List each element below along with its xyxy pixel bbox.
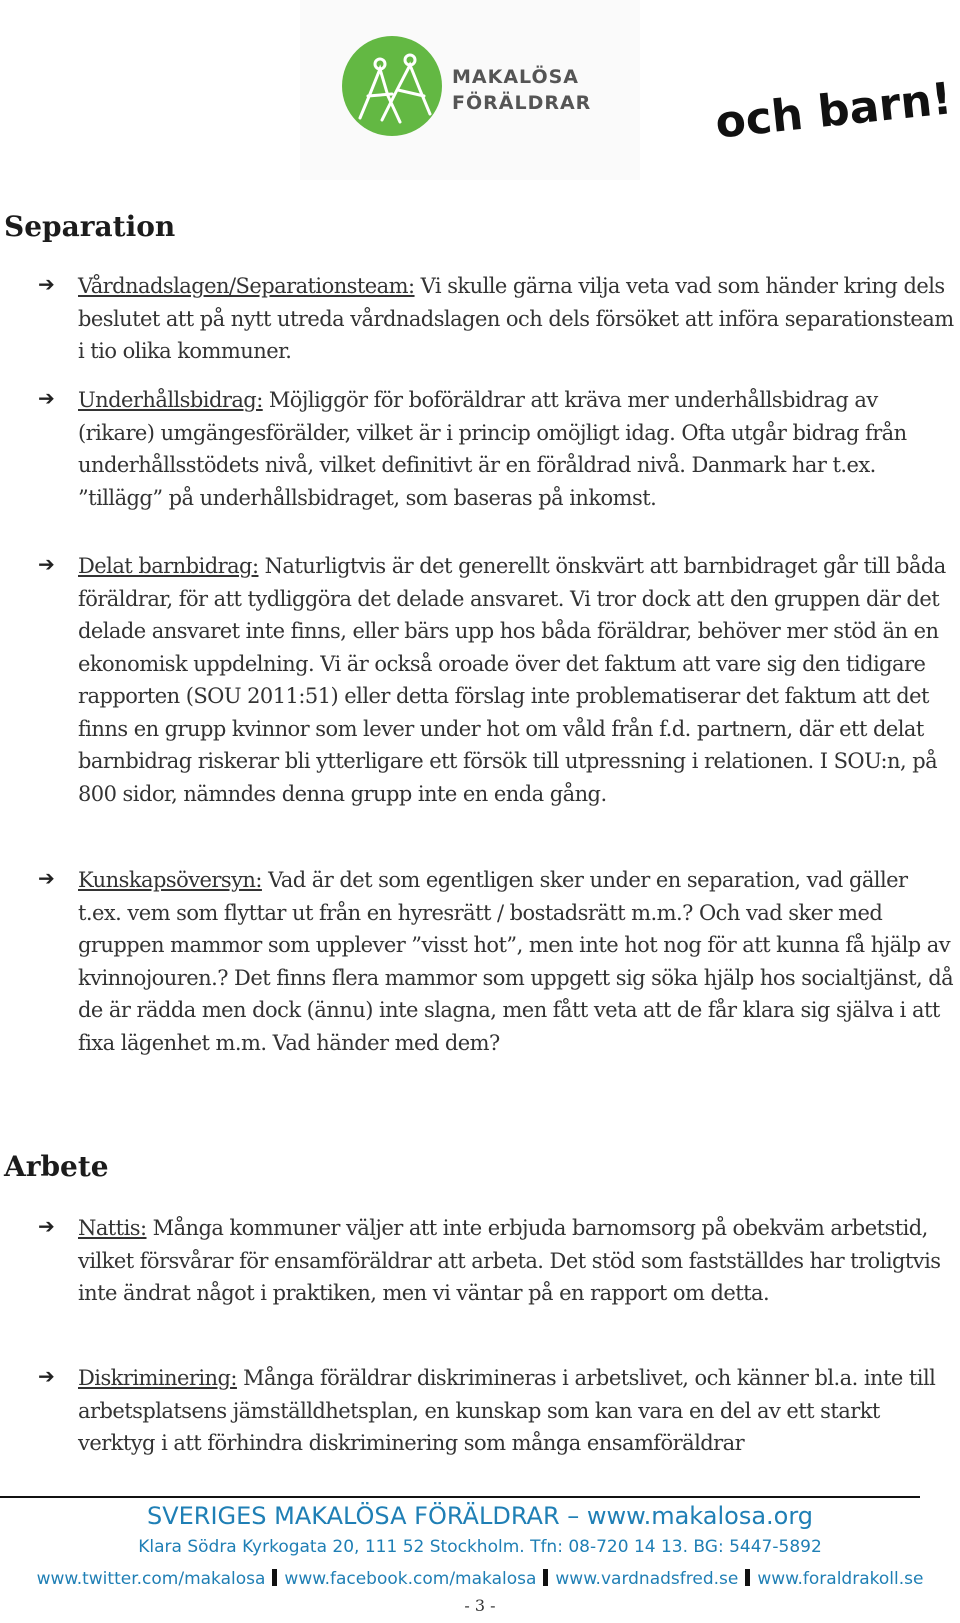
- item-description: Naturligtvis är det generellt önskvärt att barnbidraget går till båda föräldrar, för att tydliggöra det delade ansvaret. Vi tror dock att den gruppen där det delade ansvaret inte finns, eller bärs upp hos båda föräldrar, behöver mer stöd än en ekonomisk uppdelning. Vi är också oroade över det faktum att vare sig den tidigare rapporten (SOU 2011:51) eller detta förslag inte problematiserar det faktum att det finns en grupp kvinnor som lever under hot om våld från f.d. partnern, där ett delat barnbidrag riskerar bli ytterligare ett försök till utpressning i relationen. I SOU:n, på 800 sidor, nämndes denna grupp inte en enda gång.: [78, 554, 946, 806]
- arrow-bullet-icon: ➔: [38, 552, 55, 576]
- section-heading-separation: Separation: [4, 210, 176, 243]
- arrow-bullet-icon: ➔: [38, 1364, 55, 1388]
- organization-logo: [300, 0, 640, 180]
- list-item-text: [78, 1212, 954, 1310]
- footer-address: Klara Södra Kyrkogata 20, 111 52 Stockholm. Tfn: 08-720 14 13. BG: 5447-5892: [138, 1537, 822, 1557]
- arrow-bullet-icon: ➔: [38, 866, 55, 890]
- list-item-text: [78, 270, 954, 368]
- item-term: Kunskapsöversyn:: [78, 868, 262, 892]
- item-term: Nattis:: [78, 1216, 147, 1240]
- link-separator: [272, 1569, 277, 1586]
- arrow-bullet-icon: ➔: [38, 272, 55, 296]
- item-term: Diskriminering:: [78, 1366, 237, 1390]
- item-description: Vi skulle gärna vilja veta vad som händer kring dels beslutet att på nytt utreda vårdnadslagen och dels försöket att införa separationsteam i tio olika kommuner.: [78, 274, 954, 363]
- footer-link-facebook[interactable]: www.facebook.com/makalosa: [284, 1569, 537, 1589]
- footer-links: [0, 1569, 960, 1589]
- footer-link-foraldrakoll[interactable]: www.foraldrakoll.se: [757, 1569, 924, 1589]
- item-description: Möjliggör för boföräldrar att kräva mer underhållsbidrag av (rikare) umgängesförälder, vilket är i princip omöjligt idag. Ofta utgår bidrag från underhållsstödets nivå, vilket definitivt är en föråldrad nivå. Danmark har t.ex. ”tillägg” på underhållsbidraget, som baseras på inkomst.: [78, 388, 907, 510]
- list-item-text: [78, 864, 954, 1059]
- item-term: Vårdnadslagen/Separationsteam:: [78, 274, 415, 298]
- item-description: Många föräldrar diskrimineras i arbetslivet, och känner bl.a. inte till arbetsplatsens jämställdhetsplan, en kunskap som kan vara en del av ett starkt verktyg i att förhindra diskriminering som många ensamföräldrar: [78, 1366, 936, 1455]
- list-item-text: [78, 1362, 954, 1460]
- link-separator: [543, 1569, 548, 1586]
- tagline: och barn!: [713, 73, 955, 149]
- list-item-text: [78, 550, 954, 810]
- arrow-bullet-icon: ➔: [38, 386, 55, 410]
- footer-link-twitter[interactable]: www.twitter.com/makalosa: [36, 1569, 266, 1589]
- logo-figures-icon: [340, 34, 444, 138]
- link-separator: [745, 1569, 750, 1586]
- logo-name-line1: MAKALÖSA: [452, 66, 580, 88]
- logo-name-line2: FÖRÄLDRAR: [452, 92, 592, 114]
- footer-link-vardnadsfred[interactable]: www.vardnadsfred.se: [555, 1569, 739, 1589]
- arrow-bullet-icon: ➔: [38, 1214, 55, 1238]
- item-term: Underhållsbidrag:: [78, 388, 263, 412]
- footer-divider: [0, 1496, 920, 1498]
- item-term: Delat barnbidrag:: [78, 554, 259, 578]
- page-number: - 3 -: [464, 1596, 496, 1615]
- item-description: Många kommuner väljer att inte erbjuda barnomsorg på obekväm arbetstid, vilket försvårar för ensamföräldrar att arbeta. Det stöd som fastställdes har troligtvis inte ändrat något i praktiken, men vi väntar på en rapport om detta.: [78, 1216, 941, 1305]
- footer-organization: SVERIGES MAKALÖSA FÖRÄLDRAR – www.makalosa.org: [146, 1502, 814, 1530]
- section-heading-arbete: Arbete: [4, 1150, 109, 1183]
- item-description: Vad är det som egentligen sker under en separation, vad gäller t.ex. vem som flyttar ut från en hyresrätt / bostadsrätt m.m.? Och vad sker med gruppen mammor som upplever ”visst hot”, men inte hot nog för att kunna få hjälp av kvinnojouren.? Det finns flera mammor som uppgett sig söka hjälp hos socialtjänst, då de är rädda men dock (ännu) inte slagna, men fått veta att de får klara sig själva i att fixa lägenhet m.m. Vad händer med dem?: [78, 868, 954, 1055]
- list-item-text: [78, 384, 954, 514]
